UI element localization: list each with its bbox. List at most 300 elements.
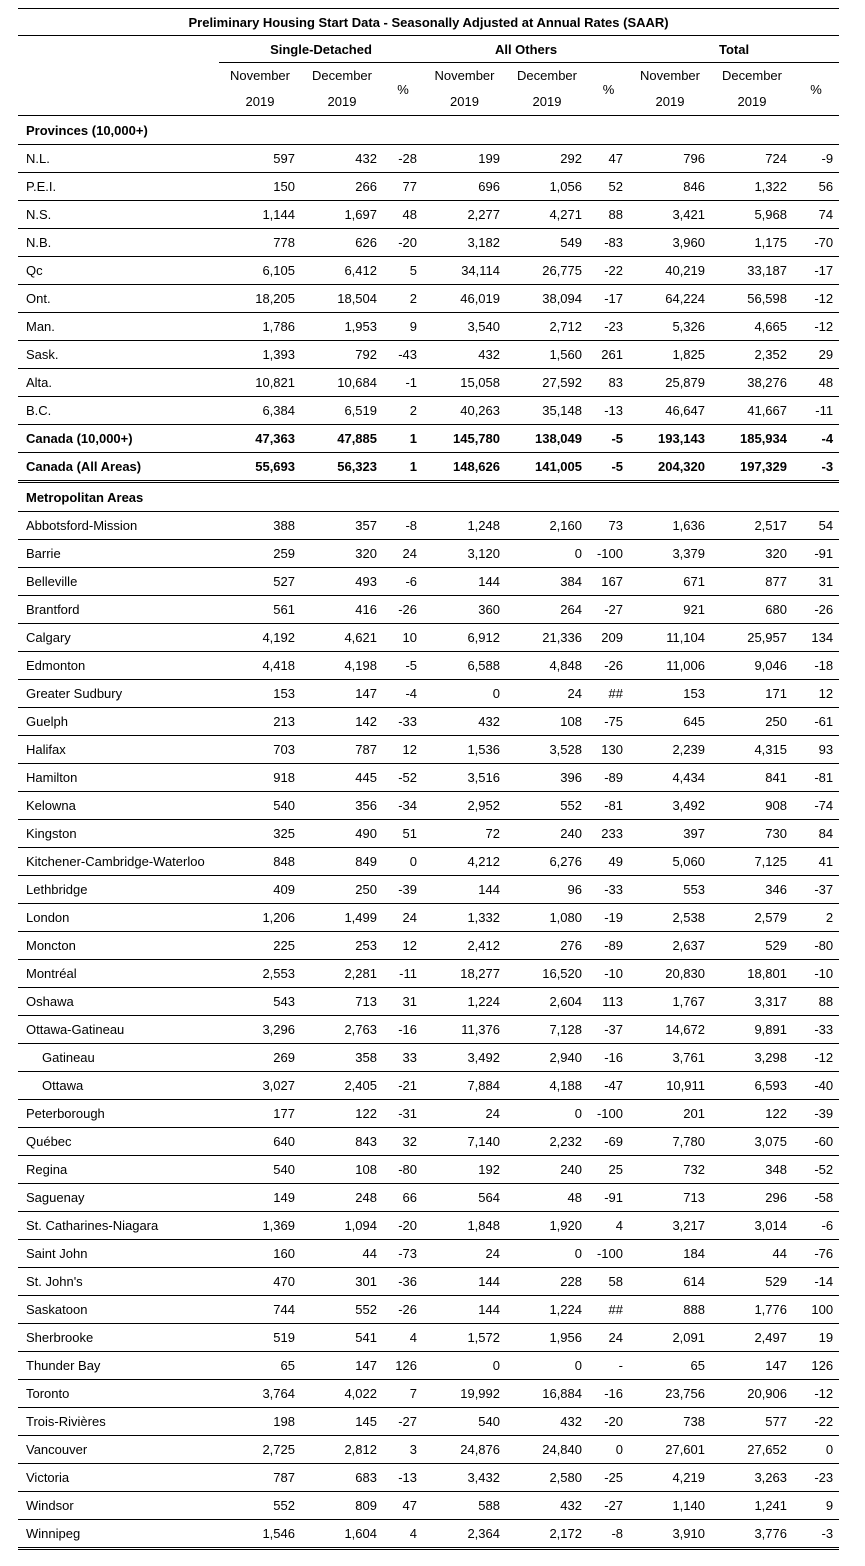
table-cell: -26	[383, 1296, 423, 1324]
table-cell: 0	[423, 1352, 506, 1380]
row-label: Greater Sudbury	[18, 680, 219, 708]
table-cell: -91	[793, 540, 839, 568]
table-cell: -27	[588, 1492, 629, 1520]
table-cell: 2,538	[629, 904, 711, 932]
table-cell: 5,968	[711, 201, 793, 229]
table-cell: 7,140	[423, 1128, 506, 1156]
table-cell: 1,056	[506, 173, 588, 201]
table-cell: -31	[383, 1100, 423, 1128]
table-cell: 1,848	[423, 1212, 506, 1240]
table-cell: 46,647	[629, 397, 711, 425]
table-cell: 432	[423, 341, 506, 369]
table-cell: -3	[793, 1520, 839, 1549]
group-header-all-others: All Others	[423, 36, 629, 63]
table-cell: 730	[711, 820, 793, 848]
table-cell: 4,219	[629, 1464, 711, 1492]
table-cell: 6,276	[506, 848, 588, 876]
table-cell: 1,369	[219, 1212, 301, 1240]
year-header: 2019	[301, 88, 383, 116]
table-cell: 7,884	[423, 1072, 506, 1100]
table-cell: 493	[301, 568, 383, 596]
table-cell: 540	[219, 792, 301, 820]
table-row-abbotsford-mission	[18, 512, 839, 540]
table-cell: 3,298	[711, 1044, 793, 1072]
row-label: Ottawa-Gatineau	[18, 1016, 219, 1044]
table-cell: 64,224	[629, 285, 711, 313]
row-label: Man.	[18, 313, 219, 341]
table-cell: -6	[383, 568, 423, 596]
table-cell: 15,058	[423, 369, 506, 397]
table-cell: 888	[629, 1296, 711, 1324]
table-cell: 549	[506, 229, 588, 257]
table-cell: 843	[301, 1128, 383, 1156]
table-cell: -81	[793, 764, 839, 792]
table-cell: 683	[301, 1464, 383, 1492]
table-cell: 47	[383, 1492, 423, 1520]
table-row-edmonton	[18, 652, 839, 680]
table-row-kingston	[18, 820, 839, 848]
row-label: Windsor	[18, 1492, 219, 1520]
table-cell: 4	[383, 1520, 423, 1549]
table-cell: 1,697	[301, 201, 383, 229]
table-cell: -10	[793, 960, 839, 988]
pct-header: %	[383, 63, 423, 116]
table-cell: 72	[423, 820, 506, 848]
table-cell: 397	[629, 820, 711, 848]
table-cell: -8	[588, 1520, 629, 1549]
table-row-p-e-i	[18, 173, 839, 201]
table-cell: 41,667	[711, 397, 793, 425]
table-row-man	[18, 313, 839, 341]
table-cell: 93	[793, 736, 839, 764]
table-cell: 2,232	[506, 1128, 588, 1156]
table-cell: 18,277	[423, 960, 506, 988]
table-cell: 24	[506, 680, 588, 708]
table-cell: -13	[588, 397, 629, 425]
table-cell: -28	[383, 145, 423, 173]
table-cell: 240	[506, 820, 588, 848]
table-row-ottawa	[18, 1072, 839, 1100]
table-cell: -76	[793, 1240, 839, 1268]
table-row-n-l	[18, 145, 839, 173]
table-cell: 198	[219, 1408, 301, 1436]
table-cell: -26	[588, 652, 629, 680]
table-row-halifax	[18, 736, 839, 764]
table-cell: -5	[588, 425, 629, 453]
table-cell: 713	[301, 988, 383, 1016]
table-cell: 24,876	[423, 1436, 506, 1464]
table-row-london	[18, 904, 839, 932]
table-cell: 519	[219, 1324, 301, 1352]
table-cell: 185,934	[711, 425, 793, 453]
table-cell: 4,418	[219, 652, 301, 680]
table-cell: 792	[301, 341, 383, 369]
table-cell: 19,992	[423, 1380, 506, 1408]
table-cell: 1,636	[629, 512, 711, 540]
table-cell: 908	[711, 792, 793, 820]
table-cell: -34	[383, 792, 423, 820]
table-cell: 6,384	[219, 397, 301, 425]
table-cell: 1,767	[629, 988, 711, 1016]
table-cell: 4	[588, 1212, 629, 1240]
table-cell: 148,626	[423, 453, 506, 482]
table-cell: 201	[629, 1100, 711, 1128]
row-label: Gatineau	[18, 1044, 219, 1072]
table-cell: 292	[506, 145, 588, 173]
table-cell: 6,588	[423, 652, 506, 680]
table-cell: 2,763	[301, 1016, 383, 1044]
table-cell: 74	[793, 201, 839, 229]
table-cell: 225	[219, 932, 301, 960]
table-cell: 2,405	[301, 1072, 383, 1100]
table-cell: 48	[506, 1184, 588, 1212]
table-cell: -13	[383, 1464, 423, 1492]
table-row-n-s	[18, 201, 839, 229]
table-cell: -89	[588, 764, 629, 792]
table-cell: 248	[301, 1184, 383, 1212]
table-cell: 1,604	[301, 1520, 383, 1549]
table-cell: 160	[219, 1240, 301, 1268]
table-row-hamilton	[18, 764, 839, 792]
table-cell: 24	[423, 1100, 506, 1128]
table-cell: 543	[219, 988, 301, 1016]
row-label: Brantford	[18, 596, 219, 624]
table-row-regina	[18, 1156, 839, 1184]
table-cell: 2	[383, 285, 423, 313]
table-cell: 31	[383, 988, 423, 1016]
table-cell: -20	[383, 1212, 423, 1240]
table-title: Preliminary Housing Start Data - Seasonally Adjusted at Annual Rates (SAAR)	[18, 9, 839, 36]
table-cell: 0	[423, 680, 506, 708]
table-cell: 787	[301, 736, 383, 764]
table-cell: 84	[793, 820, 839, 848]
table-cell: 2,352	[711, 341, 793, 369]
table-cell: 3,296	[219, 1016, 301, 1044]
table-cell: 55,693	[219, 453, 301, 482]
table-cell: 2,553	[219, 960, 301, 988]
table-cell: 7,125	[711, 848, 793, 876]
table-cell: -4	[793, 425, 839, 453]
table-cell: 360	[423, 596, 506, 624]
table-cell: 787	[219, 1464, 301, 1492]
table-cell: -18	[793, 652, 839, 680]
table-cell: -100	[588, 1240, 629, 1268]
table-cell: 0	[506, 1352, 588, 1380]
table-row-trois-rivieres	[18, 1408, 839, 1436]
table-cell: 276	[506, 932, 588, 960]
table-cell: 144	[423, 876, 506, 904]
table-row-toronto	[18, 1380, 839, 1408]
table-cell: 846	[629, 173, 711, 201]
table-row-montreal	[18, 960, 839, 988]
table-cell: 23,756	[629, 1380, 711, 1408]
table-cell: 1,241	[711, 1492, 793, 1520]
table-cell: -61	[793, 708, 839, 736]
table-cell: 16,884	[506, 1380, 588, 1408]
table-cell: 33	[383, 1044, 423, 1072]
table-row-belleville	[18, 568, 839, 596]
table-cell: 41	[793, 848, 839, 876]
row-label: Kitchener-Cambridge-Waterloo	[18, 848, 219, 876]
table-cell: 3,776	[711, 1520, 793, 1549]
table-cell: 0	[506, 1240, 588, 1268]
table-cell: 2,497	[711, 1324, 793, 1352]
year-header: 2019	[629, 88, 711, 116]
table-cell: 31	[793, 568, 839, 596]
table-cell: 588	[423, 1492, 506, 1520]
pct-header: %	[588, 63, 629, 116]
table-cell: 849	[301, 848, 383, 876]
table-cell: 2,580	[506, 1464, 588, 1492]
table-row-gatineau	[18, 1044, 839, 1072]
table-cell: 3,421	[629, 201, 711, 229]
table-cell: 141,005	[506, 453, 588, 482]
table-cell: 703	[219, 736, 301, 764]
row-label: Kelowna	[18, 792, 219, 820]
table-body	[18, 116, 839, 1549]
table-cell: -21	[383, 1072, 423, 1100]
table-row-thunder-bay	[18, 1352, 839, 1380]
table-cell: 49	[588, 848, 629, 876]
table-cell: 841	[711, 764, 793, 792]
table-cell: 11,104	[629, 624, 711, 652]
row-label: Vancouver	[18, 1436, 219, 1464]
table-cell: 10,821	[219, 369, 301, 397]
table-cell: 25	[588, 1156, 629, 1184]
table-cell: -69	[588, 1128, 629, 1156]
table-row-peterborough	[18, 1100, 839, 1128]
table-cell: -16	[588, 1044, 629, 1072]
table-cell: 250	[711, 708, 793, 736]
row-label: Abbotsford-Mission	[18, 512, 219, 540]
row-label: Saguenay	[18, 1184, 219, 1212]
table-cell: 490	[301, 820, 383, 848]
table-cell: 259	[219, 540, 301, 568]
table-cell: 3,492	[629, 792, 711, 820]
table-row-oshawa	[18, 988, 839, 1016]
group-header-total: Total	[629, 36, 839, 63]
table-cell: 167	[588, 568, 629, 596]
table-cell: 3,910	[629, 1520, 711, 1549]
row-label: Victoria	[18, 1464, 219, 1492]
table-cell: 348	[711, 1156, 793, 1184]
table-cell: 3,014	[711, 1212, 793, 1240]
table-cell: 2,940	[506, 1044, 588, 1072]
table-cell: ##	[588, 1296, 629, 1324]
table-cell: -20	[383, 229, 423, 257]
table-cell: -47	[588, 1072, 629, 1100]
table-cell: 44	[301, 1240, 383, 1268]
year-header: 2019	[506, 88, 588, 116]
row-label: Calgary	[18, 624, 219, 652]
table-cell: 0	[506, 540, 588, 568]
table-cell: 20,830	[629, 960, 711, 988]
table-cell: 2	[383, 397, 423, 425]
table-cell: 40,263	[423, 397, 506, 425]
table-cell: 529	[711, 1268, 793, 1296]
table-cell: 19	[793, 1324, 839, 1352]
table-cell: 250	[301, 876, 383, 904]
row-label: Barrie	[18, 540, 219, 568]
row-label: P.E.I.	[18, 173, 219, 201]
table-cell: 0	[588, 1436, 629, 1464]
row-label: Halifax	[18, 736, 219, 764]
table-cell: 5	[383, 257, 423, 285]
table-cell: 409	[219, 876, 301, 904]
table-cell: 552	[301, 1296, 383, 1324]
table-cell: 213	[219, 708, 301, 736]
table-cell: 48	[793, 369, 839, 397]
row-label: Peterborough	[18, 1100, 219, 1128]
table-cell: 325	[219, 820, 301, 848]
table-cell: 2,952	[423, 792, 506, 820]
table-cell: 32	[383, 1128, 423, 1156]
table-cell: 204,320	[629, 453, 711, 482]
table-cell: 56,323	[301, 453, 383, 482]
table-cell: 1,560	[506, 341, 588, 369]
table-cell: 46,019	[423, 285, 506, 313]
table-cell: 541	[301, 1324, 383, 1352]
row-label: N.B.	[18, 229, 219, 257]
table-cell: -23	[588, 313, 629, 341]
table-cell: -39	[793, 1100, 839, 1128]
table-cell: 6,105	[219, 257, 301, 285]
table-cell: 27,592	[506, 369, 588, 397]
table-row-st-catharines-niagara	[18, 1212, 839, 1240]
table-cell: -12	[793, 285, 839, 313]
table-cell: 671	[629, 568, 711, 596]
row-label: Belleville	[18, 568, 219, 596]
table-row-calgary	[18, 624, 839, 652]
table-cell: 396	[506, 764, 588, 792]
table-cell: 38,276	[711, 369, 793, 397]
table-row-windsor	[18, 1492, 839, 1520]
table-cell: -81	[588, 792, 629, 820]
table-cell: 921	[629, 596, 711, 624]
row-label: Moncton	[18, 932, 219, 960]
table-cell: 253	[301, 932, 383, 960]
table-cell: 2,812	[301, 1436, 383, 1464]
year-header: 2019	[423, 88, 506, 116]
table-cell: -89	[588, 932, 629, 960]
row-label: St. Catharines-Niagara	[18, 1212, 219, 1240]
table-cell: -22	[588, 257, 629, 285]
table-row-alta	[18, 369, 839, 397]
table-cell: -70	[793, 229, 839, 257]
table-cell: 0	[793, 1436, 839, 1464]
table-cell: 264	[506, 596, 588, 624]
table-cell: 432	[506, 1408, 588, 1436]
table-row-quebec	[18, 1128, 839, 1156]
table-row-victoria	[18, 1464, 839, 1492]
table-cell: 732	[629, 1156, 711, 1184]
table-cell: 3	[383, 1436, 423, 1464]
table-cell: -20	[588, 1408, 629, 1436]
row-label: Trois-Rivières	[18, 1408, 219, 1436]
table-cell: 24	[588, 1324, 629, 1352]
table-row-ont	[18, 285, 839, 313]
table-cell: 529	[711, 932, 793, 960]
table-cell: 27,652	[711, 1436, 793, 1464]
table-cell: 4,192	[219, 624, 301, 652]
table-cell: 432	[301, 145, 383, 173]
table-cell: 18,205	[219, 285, 301, 313]
table-cell: 2,239	[629, 736, 711, 764]
table-cell: -37	[588, 1016, 629, 1044]
row-label: Alta.	[18, 369, 219, 397]
row-label: Kingston	[18, 820, 219, 848]
table-cell: 126	[793, 1352, 839, 1380]
table-cell: 9,891	[711, 1016, 793, 1044]
table-cell: 553	[629, 876, 711, 904]
table-cell: 147	[711, 1352, 793, 1380]
row-label: Sherbrooke	[18, 1324, 219, 1352]
table-cell: 12	[383, 932, 423, 960]
table-cell: 1,920	[506, 1212, 588, 1240]
table-cell: 1,140	[629, 1492, 711, 1520]
table-cell: 614	[629, 1268, 711, 1296]
table-cell: 3,528	[506, 736, 588, 764]
table-cell: -27	[588, 596, 629, 624]
table-cell: 266	[301, 173, 383, 201]
table-cell: 1,953	[301, 313, 383, 341]
table-cell: -1	[383, 369, 423, 397]
table-cell: 4,434	[629, 764, 711, 792]
table-cell: -100	[588, 1100, 629, 1128]
table-cell: 564	[423, 1184, 506, 1212]
table-cell: -80	[383, 1156, 423, 1184]
table-cell: -60	[793, 1128, 839, 1156]
table-cell: -9	[793, 145, 839, 173]
table-cell: 3,217	[629, 1212, 711, 1240]
table-cell: 738	[629, 1408, 711, 1436]
table-row-guelph	[18, 708, 839, 736]
table-cell: 3,761	[629, 1044, 711, 1072]
table-cell: 2,281	[301, 960, 383, 988]
table-cell: -26	[383, 596, 423, 624]
table-cell: -3	[793, 453, 839, 482]
table-cell: 3,317	[711, 988, 793, 1016]
table-cell: 2,712	[506, 313, 588, 341]
table-row-lethbridge	[18, 876, 839, 904]
row-label: Edmonton	[18, 652, 219, 680]
table-cell: 44	[711, 1240, 793, 1268]
table-cell: 626	[301, 229, 383, 257]
table-cell: 88	[588, 201, 629, 229]
row-label: Winnipeg	[18, 1520, 219, 1549]
row-label: Saskatoon	[18, 1296, 219, 1324]
table-cell: 54	[793, 512, 839, 540]
table-cell: 4,665	[711, 313, 793, 341]
table-cell: 552	[219, 1492, 301, 1520]
table-cell: 24	[383, 540, 423, 568]
table-cell: 14,672	[629, 1016, 711, 1044]
row-label: Oshawa	[18, 988, 219, 1016]
table-cell: 778	[219, 229, 301, 257]
table-row-moncton	[18, 932, 839, 960]
table-cell: 9	[383, 313, 423, 341]
table-cell: 108	[301, 1156, 383, 1184]
table-cell: 29	[793, 341, 839, 369]
table-row-saint-john	[18, 1240, 839, 1268]
table-cell: 48	[383, 201, 423, 229]
table-cell: -74	[793, 792, 839, 820]
table-cell: 10,684	[301, 369, 383, 397]
table-cell: 4,621	[301, 624, 383, 652]
table-cell: -19	[588, 904, 629, 932]
table-cell: 2,172	[506, 1520, 588, 1549]
table-cell: -	[588, 1352, 629, 1380]
